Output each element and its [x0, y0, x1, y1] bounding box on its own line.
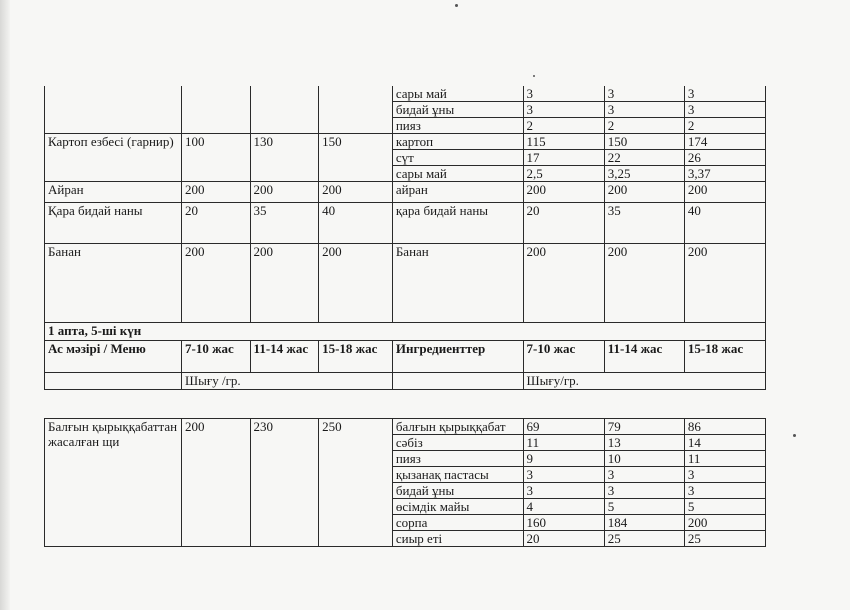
- ingredient-cell: өсімдік майы: [392, 499, 523, 515]
- table-row: [45, 134, 766, 150]
- table-row: [45, 244, 766, 323]
- amount-cell: 3: [604, 483, 684, 499]
- amount-cell: 40: [684, 203, 765, 244]
- dish-cell: Балғын қырыққабаттан жасалған щи: [45, 419, 182, 547]
- amount-cell: 200: [684, 515, 765, 531]
- amount-cell: 200: [604, 244, 684, 323]
- yield-cell: 200: [250, 244, 319, 323]
- scan-speck: [533, 75, 535, 77]
- ingredient-cell: айран: [392, 182, 523, 203]
- amount-cell: 2: [604, 118, 684, 134]
- amount-cell: 150: [604, 134, 684, 150]
- amount-cell: 11: [523, 435, 604, 451]
- amount-cell: 10: [604, 451, 684, 467]
- yield-cell: 250: [319, 419, 393, 547]
- amount-cell: 25: [604, 531, 684, 547]
- amount-cell: 14: [684, 435, 765, 451]
- ingredient-cell: қызанақ пастасы: [392, 467, 523, 483]
- yield-label: Шығу/гр.: [523, 373, 765, 390]
- amount-cell: 200: [604, 182, 684, 203]
- ingredient-cell: Банан: [392, 244, 523, 323]
- ingredient-cell: бидай ұны: [392, 102, 523, 118]
- amount-cell: 20: [523, 203, 604, 244]
- dish-cell: [45, 86, 182, 134]
- yield-cell: 200: [182, 182, 251, 203]
- amount-cell: 3: [523, 86, 604, 102]
- amount-cell: 4: [523, 499, 604, 515]
- amount-cell: 184: [604, 515, 684, 531]
- amount-cell: 20: [523, 531, 604, 547]
- ingredient-cell: пияз: [392, 451, 523, 467]
- amount-cell: 5: [684, 499, 765, 515]
- amount-cell: 160: [523, 515, 604, 531]
- ingredient-cell: сүт: [392, 150, 523, 166]
- header-age: 7-10 жас: [523, 341, 604, 373]
- empty-cell: [45, 373, 182, 390]
- amount-cell: 3: [523, 102, 604, 118]
- header-age: 15-18 жас: [684, 341, 765, 373]
- amount-cell: 3: [684, 483, 765, 499]
- empty-cell: [392, 373, 523, 390]
- header-age: 7-10 жас: [182, 341, 251, 373]
- ingredient-cell: сары май: [392, 166, 523, 182]
- scan-speck: [455, 4, 458, 7]
- yield-cell: 40: [319, 203, 393, 244]
- amount-cell: 3: [523, 467, 604, 483]
- amount-cell: 2: [684, 118, 765, 134]
- amount-cell: 69: [523, 419, 604, 435]
- amount-cell: 3: [684, 467, 765, 483]
- yield-cell: 100: [182, 134, 251, 182]
- amount-cell: 35: [604, 203, 684, 244]
- amount-cell: 11: [684, 451, 765, 467]
- yield-cell: 200: [319, 182, 393, 203]
- header-age: 11-14 жас: [604, 341, 684, 373]
- amount-cell: 25: [684, 531, 765, 547]
- amount-cell: 3: [684, 86, 765, 102]
- header-age: 15-18 жас: [319, 341, 393, 373]
- menu-table-shchi: [44, 418, 766, 547]
- yield-cell: [319, 86, 393, 134]
- table-row: [45, 419, 766, 435]
- ingredient-cell: сары май: [392, 86, 523, 102]
- table-header-row: [45, 341, 766, 373]
- header-menu: Ас мәзірі / Меню: [45, 341, 182, 373]
- ingredient-cell: пияз: [392, 118, 523, 134]
- yield-cell: 200: [250, 182, 319, 203]
- dish-cell: Банан: [45, 244, 182, 323]
- yield-cell: 130: [250, 134, 319, 182]
- amount-cell: 200: [684, 182, 765, 203]
- scan-edge: [0, 0, 10, 610]
- amount-cell: 22: [604, 150, 684, 166]
- scan-speck: [793, 434, 796, 437]
- header-ingredients: Ингредиенттер: [392, 341, 523, 373]
- amount-cell: 86: [684, 419, 765, 435]
- ingredient-cell: қара бидай наны: [392, 203, 523, 244]
- yield-cell: 35: [250, 203, 319, 244]
- dish-cell: Картоп езбесі (гарнир): [45, 134, 182, 182]
- yield-cell: [182, 86, 251, 134]
- amount-cell: 2: [523, 118, 604, 134]
- amount-cell: 3: [604, 86, 684, 102]
- yield-cell: 200: [319, 244, 393, 323]
- table-row: [45, 323, 766, 341]
- dish-cell: Айран: [45, 182, 182, 203]
- menu-table-top: [44, 86, 766, 390]
- amount-cell: 13: [604, 435, 684, 451]
- amount-cell: 2,5: [523, 166, 604, 182]
- ingredient-cell: сорпа: [392, 515, 523, 531]
- amount-cell: 200: [684, 244, 765, 323]
- amount-cell: 9: [523, 451, 604, 467]
- yield-cell: 230: [250, 419, 319, 547]
- ingredient-cell: сәбіз: [392, 435, 523, 451]
- day-title: 1 апта, 5-ші күн: [45, 323, 766, 341]
- amount-cell: 79: [604, 419, 684, 435]
- amount-cell: 3,25: [604, 166, 684, 182]
- yield-cell: 200: [182, 419, 251, 547]
- amount-cell: 3: [604, 102, 684, 118]
- yield-cell: [250, 86, 319, 134]
- amount-cell: 3: [604, 467, 684, 483]
- table-row: [45, 373, 766, 390]
- amount-cell: 200: [523, 182, 604, 203]
- yield-cell: 200: [182, 244, 251, 323]
- amount-cell: 3: [684, 102, 765, 118]
- table-row: [45, 203, 766, 244]
- table-row: [45, 182, 766, 203]
- ingredient-cell: сиыр еті: [392, 531, 523, 547]
- amount-cell: 3: [523, 483, 604, 499]
- header-age: 11-14 жас: [250, 341, 319, 373]
- amount-cell: 26: [684, 150, 765, 166]
- amount-cell: 17: [523, 150, 604, 166]
- amount-cell: 5: [604, 499, 684, 515]
- table-row: [45, 86, 766, 102]
- amount-cell: 3,37: [684, 166, 765, 182]
- amount-cell: 200: [523, 244, 604, 323]
- ingredient-cell: балғын қырыққабат: [392, 419, 523, 435]
- dish-cell: Қара бидай наны: [45, 203, 182, 244]
- amount-cell: 115: [523, 134, 604, 150]
- ingredient-cell: картоп: [392, 134, 523, 150]
- amount-cell: 174: [684, 134, 765, 150]
- ingredient-cell: бидай ұны: [392, 483, 523, 499]
- yield-cell: 20: [182, 203, 251, 244]
- yield-cell: 150: [319, 134, 393, 182]
- yield-label: Шығу /гр.: [182, 373, 393, 390]
